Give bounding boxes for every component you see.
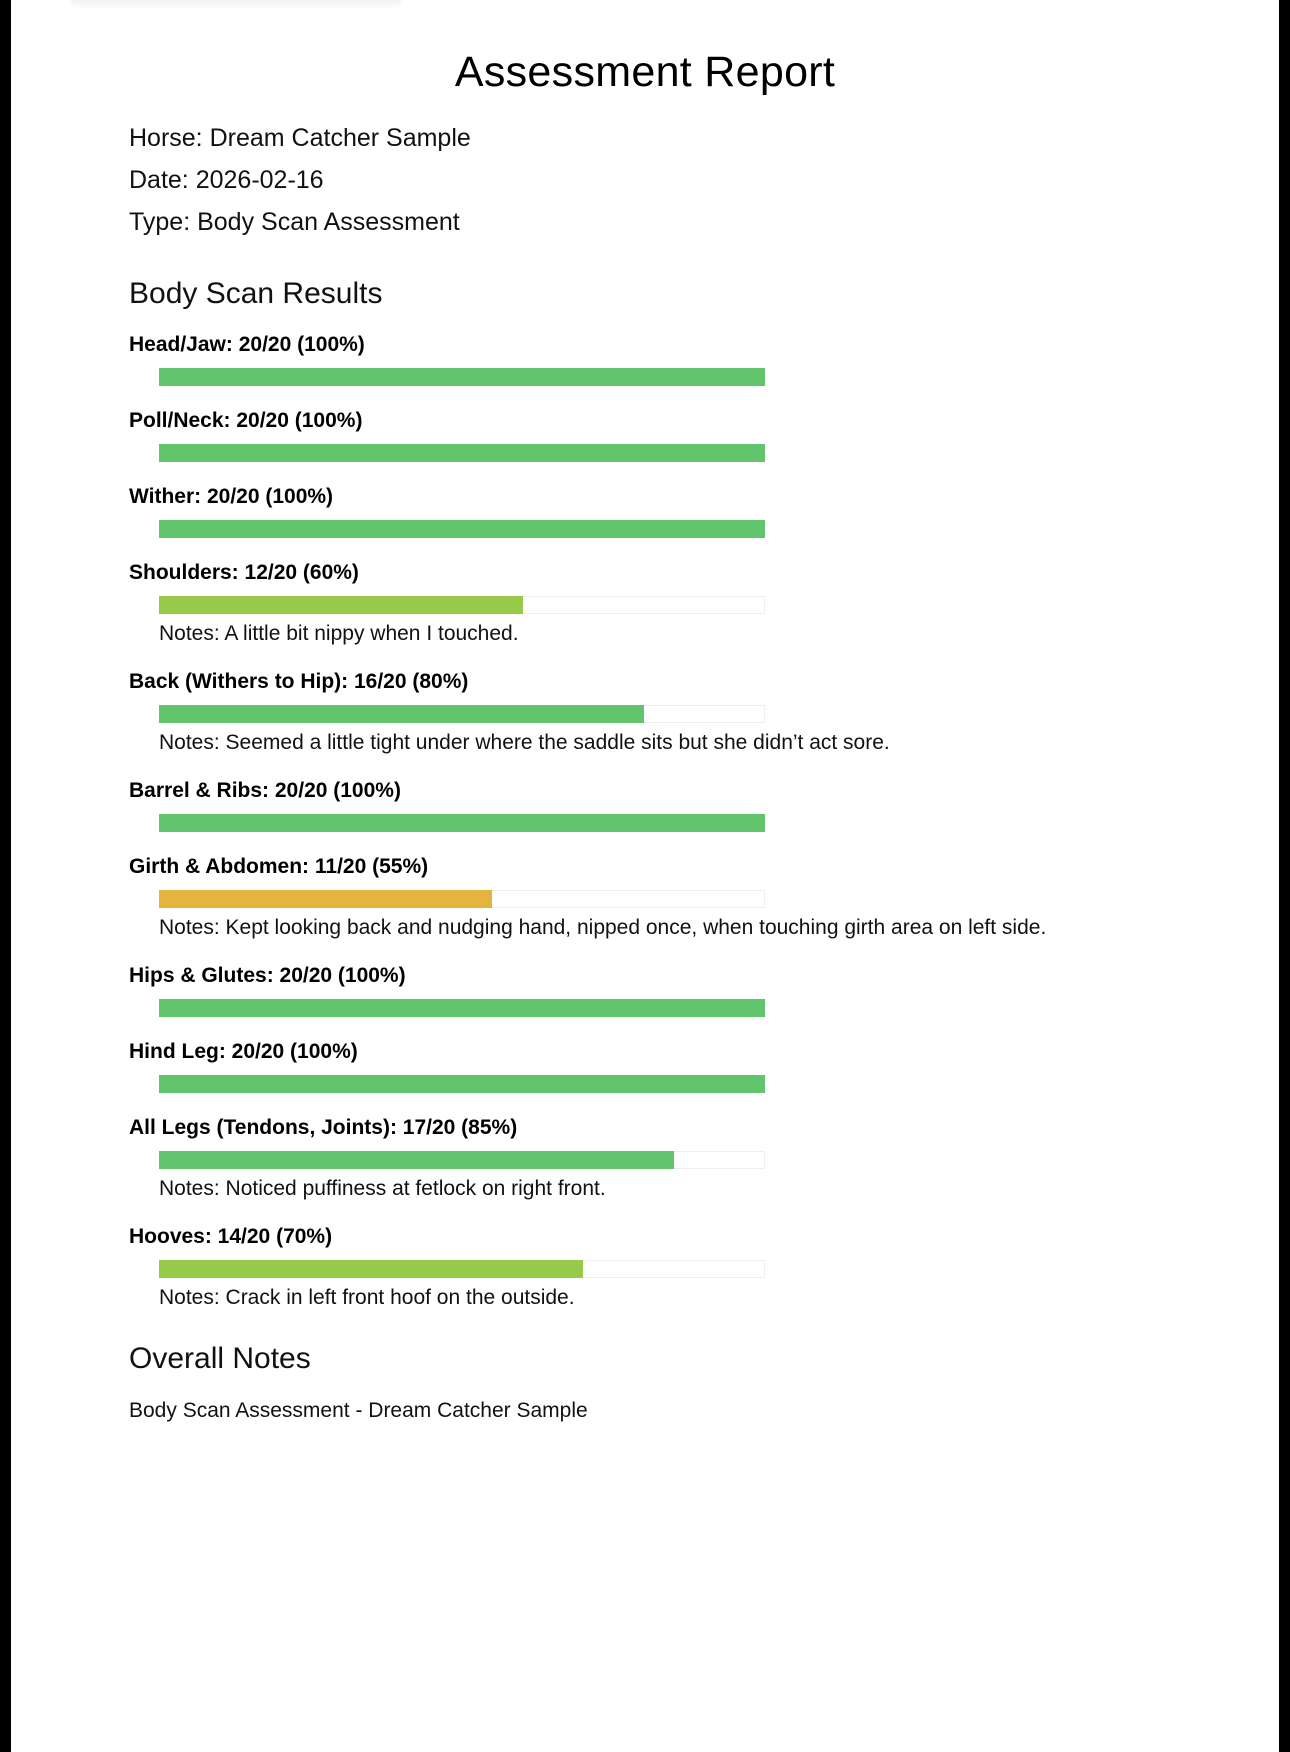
result-item	[129, 408, 1229, 462]
result-item	[129, 778, 1229, 832]
score-bar-fill	[159, 890, 492, 908]
score-bar-fill	[159, 368, 765, 386]
result-notes: Notes: Noticed puffiness at fetlock on right front.	[159, 1177, 606, 1200]
result-label: Back (Withers to Hip): 16/20 (80%)	[129, 670, 469, 693]
score-bar-fill	[159, 814, 765, 832]
assessment-type: Type: Body Scan Assessment	[129, 208, 460, 236]
result-label: Barrel & Ribs: 20/20 (100%)	[129, 779, 401, 802]
score-bar-track	[159, 814, 765, 832]
score-bar-fill	[159, 444, 765, 462]
result-item	[129, 1039, 1229, 1093]
score-bar-fill	[159, 705, 644, 723]
result-notes: Notes: A little bit nippy when I touched.	[159, 622, 519, 645]
result-item	[129, 1224, 1229, 1311]
horse-name: Horse: Dream Catcher Sample	[129, 124, 471, 152]
result-label: Head/Jaw: 20/20 (100%)	[129, 333, 365, 356]
result-item	[129, 560, 1229, 647]
score-bar-track	[159, 890, 765, 908]
result-notes: Notes: Kept looking back and nudging hand, nipped once, when touching girth area on left side.	[159, 916, 1047, 939]
result-label: Hooves: 14/20 (70%)	[129, 1225, 333, 1248]
assessment-date: Date: 2026-02-16	[129, 166, 324, 194]
score-bar-fill	[159, 520, 765, 538]
results-list	[129, 332, 1229, 1333]
result-label: Girth & Abdomen: 11/20 (55%)	[129, 855, 429, 878]
results-heading: Body Scan Results	[129, 277, 383, 310]
score-bar-track	[159, 999, 765, 1017]
score-bar-fill	[159, 1075, 765, 1093]
result-item	[129, 484, 1229, 538]
score-bar-fill	[159, 999, 765, 1017]
score-bar-fill	[159, 1260, 583, 1278]
score-bar-fill	[159, 1151, 674, 1169]
overall-notes-text: Body Scan Assessment - Dream Catcher Sample	[129, 1399, 588, 1422]
result-notes: Notes: Crack in left front hoof on the outside.	[159, 1286, 575, 1309]
score-bar-track	[159, 596, 765, 614]
score-bar-fill	[159, 596, 523, 614]
result-item	[129, 332, 1229, 386]
score-bar-track	[159, 1151, 765, 1169]
page-edge-shadow	[71, 0, 401, 10]
score-bar-track	[159, 368, 765, 386]
report-page	[11, 0, 1279, 1752]
result-label: Hind Leg: 20/20 (100%)	[129, 1040, 358, 1063]
result-notes: Notes: Seemed a little tight under where the saddle sits but she didn’t act sore.	[159, 731, 890, 754]
score-bar-track	[159, 1260, 765, 1278]
page-title: Assessment Report	[454, 48, 836, 96]
result-item	[129, 854, 1229, 941]
result-label: Wither: 20/20 (100%)	[129, 485, 334, 508]
score-bar-track	[159, 1075, 765, 1093]
overall-notes-heading: Overall Notes	[129, 1342, 311, 1375]
result-label: Hips & Glutes: 20/20 (100%)	[129, 964, 406, 987]
result-label: All Legs (Tendons, Joints): 17/20 (85%)	[129, 1116, 518, 1139]
result-item	[129, 963, 1229, 1017]
result-label: Poll/Neck: 20/20 (100%)	[129, 409, 363, 432]
result-label: Shoulders: 12/20 (60%)	[129, 561, 359, 584]
score-bar-track	[159, 705, 765, 723]
result-item	[129, 1115, 1229, 1202]
result-item	[129, 669, 1229, 756]
score-bar-track	[159, 444, 765, 462]
score-bar-track	[159, 520, 765, 538]
